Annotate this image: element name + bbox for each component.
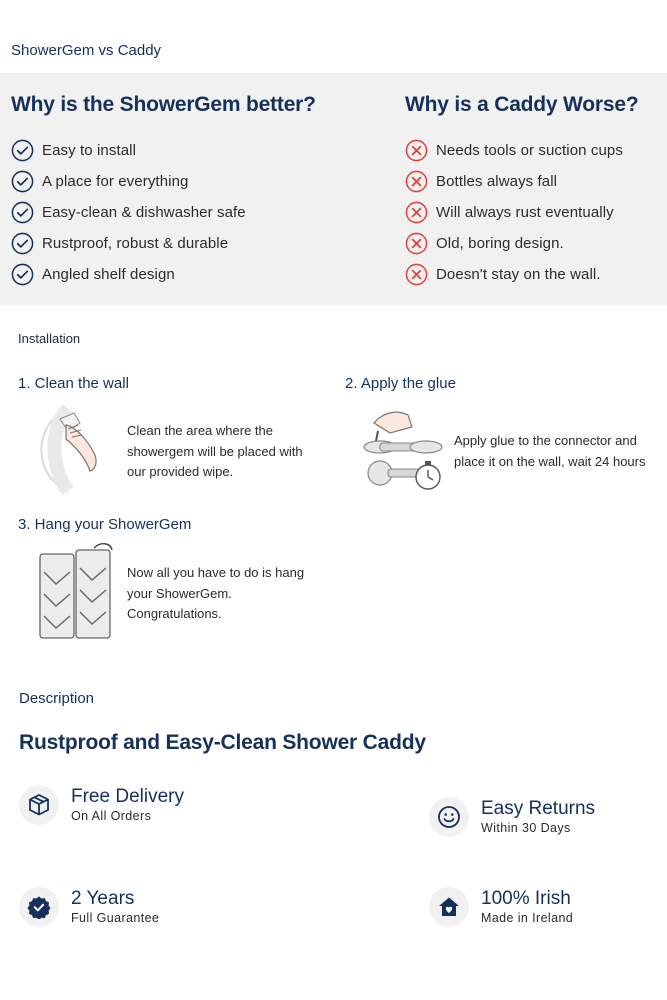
check-circle-icon: [11, 232, 34, 255]
feature-title: Free Delivery: [71, 786, 184, 807]
installation-label: Installation: [18, 331, 81, 346]
feature-guarantee: [19, 887, 159, 927]
feature-subtitle: On All Orders: [71, 809, 152, 823]
feature-subtitle: Full Guarantee: [71, 911, 160, 925]
list-item: [405, 259, 623, 290]
con-text: Old, boring design.: [436, 235, 564, 252]
cons-list: [405, 135, 623, 290]
glue-application-illustration: [360, 405, 446, 502]
step-1-text: Clean the area where the showergem will be placed with our provided wipe.: [127, 423, 303, 479]
feature-free-delivery: [19, 785, 184, 825]
list-item: [11, 197, 246, 228]
pro-text: Easy-clean & dishwasher safe: [42, 204, 246, 221]
feature-title: Easy Returns: [481, 798, 596, 819]
caddy-heading: Why is a Caddy Worse?: [405, 93, 639, 116]
check-circle-icon: [11, 139, 34, 162]
list-item: [11, 259, 246, 290]
con-text: Doesn't stay on the wall.: [436, 266, 601, 283]
check-circle-icon: [11, 263, 34, 286]
step-2-title: 2. Apply the glue: [345, 375, 456, 392]
package-icon: [19, 785, 59, 825]
description-title: Rustproof and Easy-Clean Shower Caddy: [19, 731, 426, 754]
step-2-text: Apply glue to the connector and place it on the wall, wait 24 hours: [454, 433, 646, 469]
feature-easy-returns: [429, 797, 595, 837]
list-item: [405, 228, 623, 259]
list-item: [11, 166, 246, 197]
feature-title: 2 Years: [71, 888, 135, 909]
feature-title: 100% Irish: [481, 888, 571, 909]
pro-text: Easy to install: [42, 142, 137, 159]
page-title: ShowerGem vs Caddy: [11, 42, 162, 59]
pro-text: Angled shelf design: [42, 266, 175, 283]
con-text: Needs tools or suction cups: [436, 142, 623, 159]
con-text: Bottles always fall: [436, 173, 558, 190]
pro-text: A place for everything: [42, 173, 189, 190]
x-circle-icon: [405, 170, 428, 193]
x-circle-icon: [405, 232, 428, 255]
list-item: [405, 135, 623, 166]
home-heart-icon: [429, 887, 469, 927]
x-circle-icon: [405, 263, 428, 286]
smiley-icon: [429, 797, 469, 837]
pro-text: Rustproof, robust & durable: [42, 235, 229, 252]
x-circle-icon: [405, 201, 428, 224]
step-3-title: 3. Hang your ShowerGem: [18, 516, 192, 533]
step-1-title: 1. Clean the wall: [18, 375, 129, 392]
list-item: [405, 166, 623, 197]
list-item: [405, 197, 623, 228]
pros-list: [11, 135, 246, 290]
hanging-shelf-illustration: [36, 542, 118, 649]
showergem-heading: Why is the ShowerGem better?: [11, 93, 316, 116]
check-circle-icon: [11, 201, 34, 224]
list-item: [11, 228, 246, 259]
feature-subtitle: Made in Ireland: [481, 911, 574, 925]
feature-irish: [429, 887, 573, 927]
x-circle-icon: [405, 139, 428, 162]
badge-check-icon: [19, 887, 59, 927]
con-text: Will always rust eventually: [436, 204, 614, 221]
check-circle-icon: [11, 170, 34, 193]
wall-cleaning-illustration: [32, 405, 116, 500]
feature-subtitle: Within 30 Days: [481, 821, 571, 835]
list-item: [11, 135, 246, 166]
comparison-panel: [0, 73, 667, 305]
description-label: Description: [19, 690, 95, 707]
step-3-text: Now all you have to do is hang your ShowerGem. Congratulations.: [127, 565, 305, 621]
